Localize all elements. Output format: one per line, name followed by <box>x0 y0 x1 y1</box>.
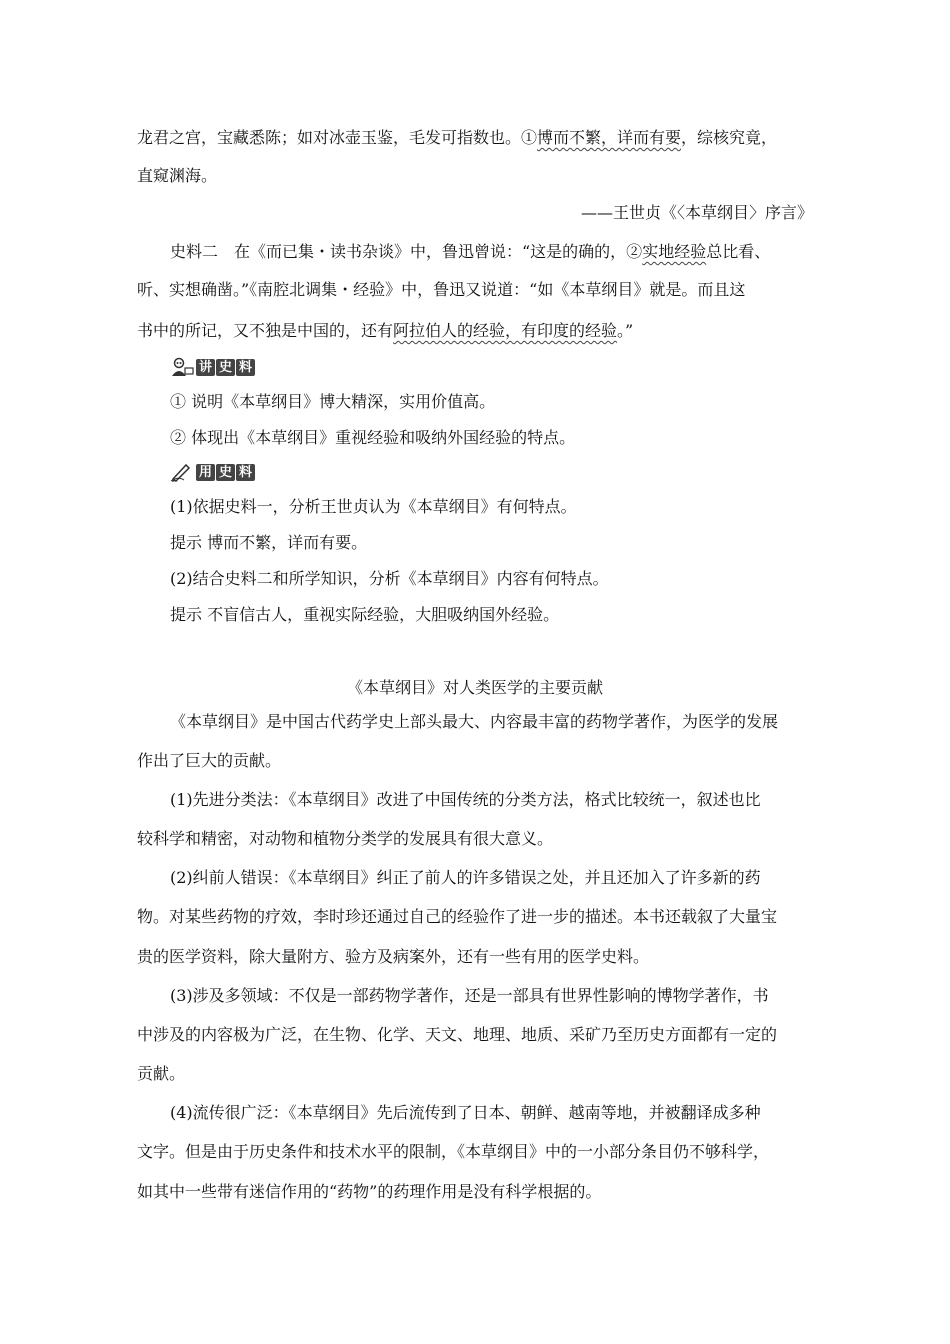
explain-point-2: ② 体现出《本草纲目》重视经验和吸纳外国经验的特点。 <box>170 428 576 447</box>
p2-line-3: 贵的医学资料，除大量附方、验方及病案外，还有一些有用的医学史料。 <box>137 947 650 966</box>
p2-line-2: 物。对某些药物的疗效，李时珍还通过自己的经验作了进一步的描述。本书还载叙了大量宝 <box>137 907 778 926</box>
p1-line-1: (1)先进分类法：《本草纲目》改进了中国传统的分类方法，格式比较统一，叙述也比 <box>170 790 761 809</box>
text-fragment: 龙君之宫，宝藏悉陈；如对冰壶玉鉴，毛发可指数也。① <box>137 128 538 147</box>
material2-line3 <box>137 320 633 342</box>
underlined-phrase: 阿拉伯人的经验，有印度的经验 <box>393 321 618 340</box>
p1-line-2: 较科学和精密，对动物和植物分类学的发展具有很大意义。 <box>137 829 554 848</box>
material1-source: ——王世贞《〈本草纲目〉序言》 <box>580 203 813 222</box>
text-fragment: 书中的所记，又不独是中国的，还有 <box>137 321 394 340</box>
explain-point-1: ① 说明《本草纲目》博大精深，实用价值高。 <box>170 392 496 411</box>
question-2: (2)结合史料二和所学知识，分析《本草纲目》内容有何特点。 <box>170 569 609 588</box>
explain-tag <box>170 356 256 378</box>
intro-line-2: 作出了巨大的贡献。 <box>137 751 282 770</box>
answer-1: 提示 博而不繁，详而有要。 <box>170 533 368 552</box>
tag-char: 讲 <box>196 359 215 376</box>
underlined-phrase: 博而不繁，详而有要 <box>537 128 682 147</box>
text-fragment: 史料二 在《而已集・读书杂谈》中，鲁迅曾说：“这是的确的，② <box>170 242 643 261</box>
tag-char: 史 <box>216 464 235 481</box>
use-tag <box>170 461 256 483</box>
p3-line-2: 中涉及的内容极为广泛，在生物、化学、天文、地理、地质、采矿乃至历史方面都有一定的 <box>137 1025 778 1044</box>
tag-char: 用 <box>196 464 215 481</box>
material1-line1 <box>137 127 777 149</box>
teacher-icon <box>170 357 194 377</box>
p4-line-2: 文字。但是由于历史条件和技术水平的限制，《本草纲目》中的一小部分条目仍不够科学， <box>137 1142 770 1161</box>
material2-line1 <box>170 241 770 263</box>
answer-2: 提示 不盲信古人，重视实际经验，大胆吸纳国外经验。 <box>170 605 560 624</box>
underlined-phrase: 实地经验 <box>642 242 707 261</box>
text-fragment: 。” <box>617 321 634 340</box>
text-fragment: ，综核究竟， <box>681 128 778 147</box>
pen-icon <box>170 462 194 482</box>
intro-line-1: 《本草纲目》是中国古代药学史上部头最大、内容最丰富的药物学著作，为医学的发展 <box>170 712 779 731</box>
material2-line2: 听、实想确凿。”《南腔北调集・经验》中，鲁迅又说道：“如《本草纲目》就是。而且这 <box>137 280 746 299</box>
tag-char: 史 <box>216 359 235 376</box>
p3-line-3: 贡献。 <box>137 1064 186 1083</box>
question-1: (1)依据史料一，分析王世贞认为《本草纲目》有何特点。 <box>170 497 577 516</box>
p4-line-3: 如其中一些带有迷信作用的“药物”的药理作用是没有科学根据的。 <box>137 1182 602 1201</box>
section-title: 《本草纲目》对人类医学的主要贡献 <box>346 678 603 697</box>
tag-char: 料 <box>236 464 255 481</box>
p4-line-1: (4)流传很广泛：《本草纲目》先后流传到了日本、朝鲜、越南等地，并被翻译成多种 <box>170 1103 761 1122</box>
material1-line2: 直窥渊海。 <box>137 166 218 185</box>
p2-line-1: (2)纠前人错误：《本草纲目》纠正了前人的许多错误之处，并且还加入了许多新的药 <box>170 868 761 887</box>
p3-line-1: (3)涉及多领域：不仅是一部药物学著作，还是一部具有世界性影响的博物学著作，书 <box>170 986 769 1005</box>
tag-char: 料 <box>236 359 255 376</box>
text-fragment: 总比看、 <box>706 242 771 261</box>
